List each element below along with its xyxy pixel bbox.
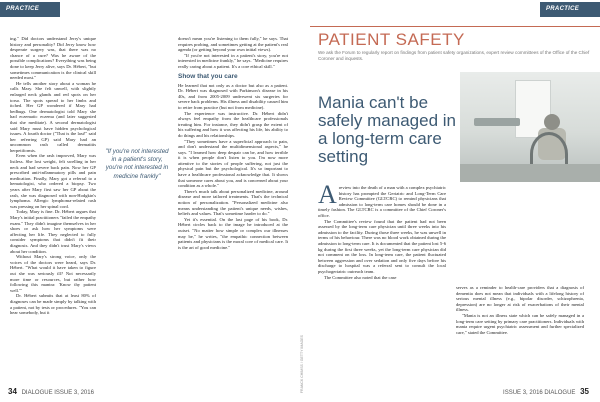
article-column-2 [456, 285, 584, 375]
photo-walker [474, 118, 520, 126]
paragraph: "Mania is not an illness state which can be safely managed in a long-term care setting by primary care practitioners. Individuals with mania require urgent psychiatric assessment and further specialized care," stated the Committee. [456, 312, 584, 335]
paragraph: ing." Did doctors understand Jerry's unique history and personality? Did Jerry know how desperate surgery was, that there was no chance of a cure? Was he aware of the possible complications? Everything was being done to keep Jerry alive, says Dr. Hébert, "but sometimes communication is the clinical skill needed most." [10, 36, 96, 81]
paragraph: "If you're not interested in a patient's story, you're not interested in medicine frankly," he says. "Medicine requires really caring about a patient. It's a core ethical skill." [178, 52, 288, 69]
paragraph: There's much talk about personalized medicine, around disease and more tailored treatments. That's the technical notion of personalization. "Personalized medicine also means understanding the patient's unique needs, wishes, beliefs and values. That's sometime harder to do." [178, 188, 288, 217]
paragraph: He tells another story about a woman he calls Mary. She felt unwell, with slightly enlarged neck glands and red spots on her torso. The spots spread to her limbs and itched. Her GP wondered if Mary had bedbugs. One dermatologist told Mary she had eczematic eczema (and later suggested that she meditate). A second dermatologist said Mary must have hidden psychological issues. A fourth doctor ("That is the last!" said her referring GP) said Mary had an uncommon rash called dermatitis herpetiformis. [10, 80, 96, 153]
drop-cap: A [318, 185, 337, 209]
paragraph: review into the death of a man with a complex psychiatric history has prompted the Geriatric and Long-Term Care Review Committee (GLTCRC) to remind physicians that admission to long-term care homes should be done in a timely fashion. The GLTCRC is a committee of the Chief Coroner's office. [318, 185, 446, 218]
footer-left-text: DIALOGUE ISSUE 3, 2016 [21, 390, 94, 396]
left-column-1 [10, 36, 96, 384]
photo-credit: FRANCK CHIMSS / GETTY IMAGES [300, 335, 304, 394]
left-column-2 [178, 36, 288, 384]
page-number-left: 34 [8, 387, 17, 396]
paragraph: He learned that not only as a doctor but also as a patient. Dr. Hébert was diagnosed with Parkinson's disease in his 40s, and from 2005-2009 underwent six surgeries for severe back problems. His illness and disability caused him to retire from practice (but not from medicine). [178, 82, 288, 110]
paragraph: The Committee also noted that the case [324, 274, 397, 280]
section-title: PATIENT SAFETY [318, 30, 465, 49]
section-banner-right: PRACTICE PARTNER [540, 2, 600, 17]
article-photo [460, 72, 600, 182]
paragraph: Today, Mary is fine. Dr. Hébert argues that Mary's initial practitioners "failed the empathy exam." They didn't imagine themselves in her shoes or ask how her symptoms were affecting her life. They neglected to fully consider symptoms that didn't fit their diagnosis. And they didn't trust Mary's views about her condition. [10, 209, 96, 254]
section-banner-left: PRACTICE PARTNER [0, 2, 60, 17]
pull-quote: "If you're not interested in a patient's story, you're not interested in medicine frankly" [105, 148, 169, 180]
paragraph: Without Mary's strong voice, only the voices of the doctors were heard, says Dr. Hébert. "What would it have taken to figure out she was seriously ill? Not necessarily more time or resources, but rather how following this mantra: 'Know thy patient well.'" [10, 254, 96, 293]
article-headline: Mania can't be safely managed in a long-term care setting [318, 93, 456, 166]
article-column-1 [318, 185, 446, 375]
paragraph: "They sometimes have a superficial approach to pain, and don't understand the multidimensional aspects," he says. "I learned how deep despair can be, and how terrible it is when people don't listen to you. I'm now more attentive to the stories of people suffering, not just the physical pain but the psychological. It's so important to have a healthcare professional acknowledge that. It shows that someone cares about you, and is concerned about your condition as a whole." [178, 138, 288, 189]
photo-person-head [544, 114, 560, 130]
subheading: Show that you care [178, 72, 238, 80]
footer-right [503, 387, 592, 396]
paragraph: Dr. Hébert submits that at least 80% of diagnoses can be made simply by talking with a patient, not by tests or procedures. "You can hear somebody, but it [10, 293, 96, 316]
footer-left [8, 387, 94, 396]
paragraph: The Committee's review found that the patient had not been assessed by the long-term care physician until three weeks into his admission to the facility. During those three weeks, he was unwell in terms of his behaviour. There was no blood work obtained during the admission to long-term care. It is documented that the patient lost 5-6 kg during the first three weeks, yet the long-term care physician did not comment on the loss. In long-term care, the patient fluctuated between aggression and over sedation and only five days before his discharge to hospital was a referral sent to consult the local psychogeriatric outreach team. [318, 218, 446, 274]
section-intro: We ask the Forum to regularly report on findings from patient safety organizations, expert review committees of the Office of the Chief Coroner and inquests. [318, 50, 590, 61]
page-number-right: 35 [580, 387, 589, 396]
footer-right-text: ISSUE 3, 2016 DIALOGUE [503, 390, 576, 396]
paragraph: doesn't mean you're listening to them fully," he says. That requires probing, and sometimes getting at the patient's real agenda (or getting beyond your own initial views). [178, 36, 288, 53]
photo-floor [460, 164, 600, 182]
paragraph: Yet it's essential. On the last page of his book, Dr. Hébert circles back to the image he introduced at the outset. "No matter how simple or complex our illnesses may be," he writes, "the empathic connection between patients and physicians is the moral core of medical care. It is the art of good medicine." [178, 216, 288, 250]
paragraph: serves as a reminder to health-care providers that a diagnosis of dementia does not mean that individuals with a lifelong history of serious mental illness (e.g., bipolar disorder, schizophrenia, depression) are no longer at risk of exacerbations of their mental illness. [456, 285, 584, 313]
paragraph: The experience was instructive. Dr. Hébert didn't always feel empathy from the healthcare professionals treating him. For instance, they didn't grasp the extent of his suffering and how it was affecting his life, his ability to do things and his relationships. [178, 110, 288, 138]
paragraph: Even when the rash improved, Mary was listless. She lost weight, felt swelling in her neck and had severe back pain. Now her GP prescribed anti-inflammatory pills and pain medication. Finally, Mary got a referral to a hematologist, who ordered a biopsy. Two years after Mary first saw her GP about the rash, she was diagnosed with non-Hodgkin's lymphoma. Allergic lymphoma-related rash was pressing on her spinal cord. [10, 153, 96, 209]
